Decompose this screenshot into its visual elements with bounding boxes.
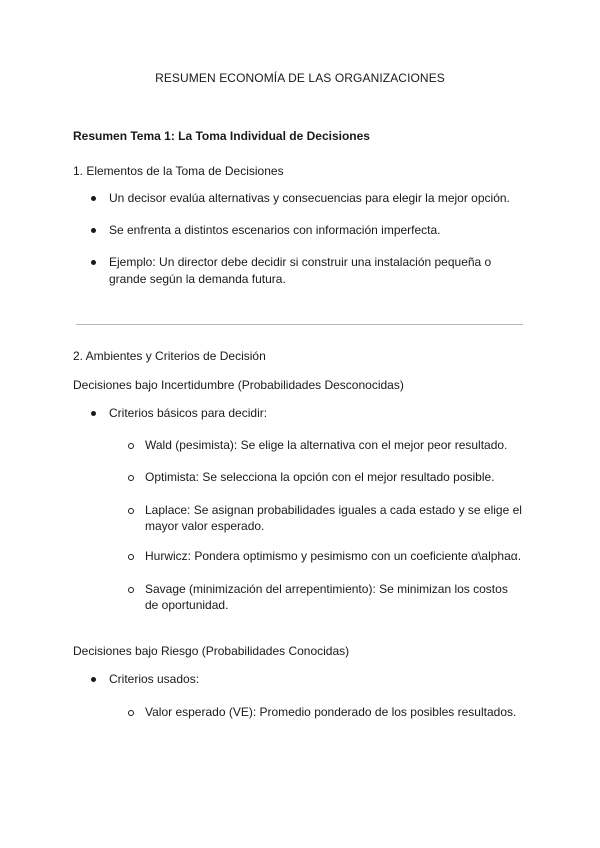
bullet-ring-icon xyxy=(128,587,134,593)
bullet-dot-icon xyxy=(91,260,96,265)
bullet-dot-icon xyxy=(91,411,96,416)
bullet-ring-icon xyxy=(128,554,134,560)
criterion-wald: Wald (pesimista): Se elige la alternativa con el mejor peor resultado. xyxy=(145,438,508,452)
horizontal-divider xyxy=(76,324,523,325)
section1-heading: 1. Elementos de la Toma de Decisiones xyxy=(73,164,284,178)
uncertainty-heading: Decisiones bajo Incertidumbre (Probabilidades Desconocidas) xyxy=(73,378,404,392)
risk-bullet: Criterios usados: xyxy=(109,672,200,686)
criterion-laplace-line2: mayor valor esperado. xyxy=(145,519,265,533)
criterion-savage-line2: de oportunidad. xyxy=(145,598,229,612)
bullet-ring-icon xyxy=(128,475,134,481)
bullet-dot-icon xyxy=(91,228,96,233)
criterion-valor-esperado: Valor esperado (VE): Promedio ponderado de los posibles resultados. xyxy=(145,705,517,719)
section1-bullet-2: Se enfrenta a distintos escenarios con información imperfecta. xyxy=(109,223,441,237)
section1-bullet-1: Un decisor evalúa alternativas y consecuencias para elegir la mejor opción. xyxy=(109,191,510,205)
criterion-savage-line1: Savage (minimización del arrepentimiento): Se minimizan los costos xyxy=(145,582,508,596)
criterion-optimista: Optimista: Se selecciona la opción con el mejor resultado posible. xyxy=(145,470,495,484)
uncertainty-bullet: Criterios básicos para decidir: xyxy=(109,406,268,420)
bullet-ring-icon xyxy=(128,710,134,716)
document-title: RESUMEN ECONOMÍA DE LAS ORGANIZACIONES xyxy=(155,71,445,85)
summary-heading: Resumen Tema 1: La Toma Individual de Decisiones xyxy=(73,129,370,143)
criterion-hurwicz: Hurwicz: Pondera optimismo y pesimismo con un coeficiente α\alphaα. xyxy=(145,549,522,563)
section2-heading: 2. Ambientes y Criterios de Decisión xyxy=(73,349,266,363)
bullet-dot-icon xyxy=(91,677,96,682)
bullet-ring-icon xyxy=(128,508,134,514)
bullet-dot-icon xyxy=(91,196,96,201)
risk-heading: Decisiones bajo Riesgo (Probabilidades Conocidas) xyxy=(73,644,350,658)
criterion-laplace-line1: Laplace: Se asignan probabilidades iguales a cada estado y se elige el xyxy=(145,503,522,517)
section1-bullet-3-line1: Ejemplo: Un director debe decidir si construir una instalación pequeña o xyxy=(109,255,492,269)
section1-bullet-3-line2: grande según la demanda futura. xyxy=(109,272,286,286)
bullet-ring-icon xyxy=(128,443,134,449)
